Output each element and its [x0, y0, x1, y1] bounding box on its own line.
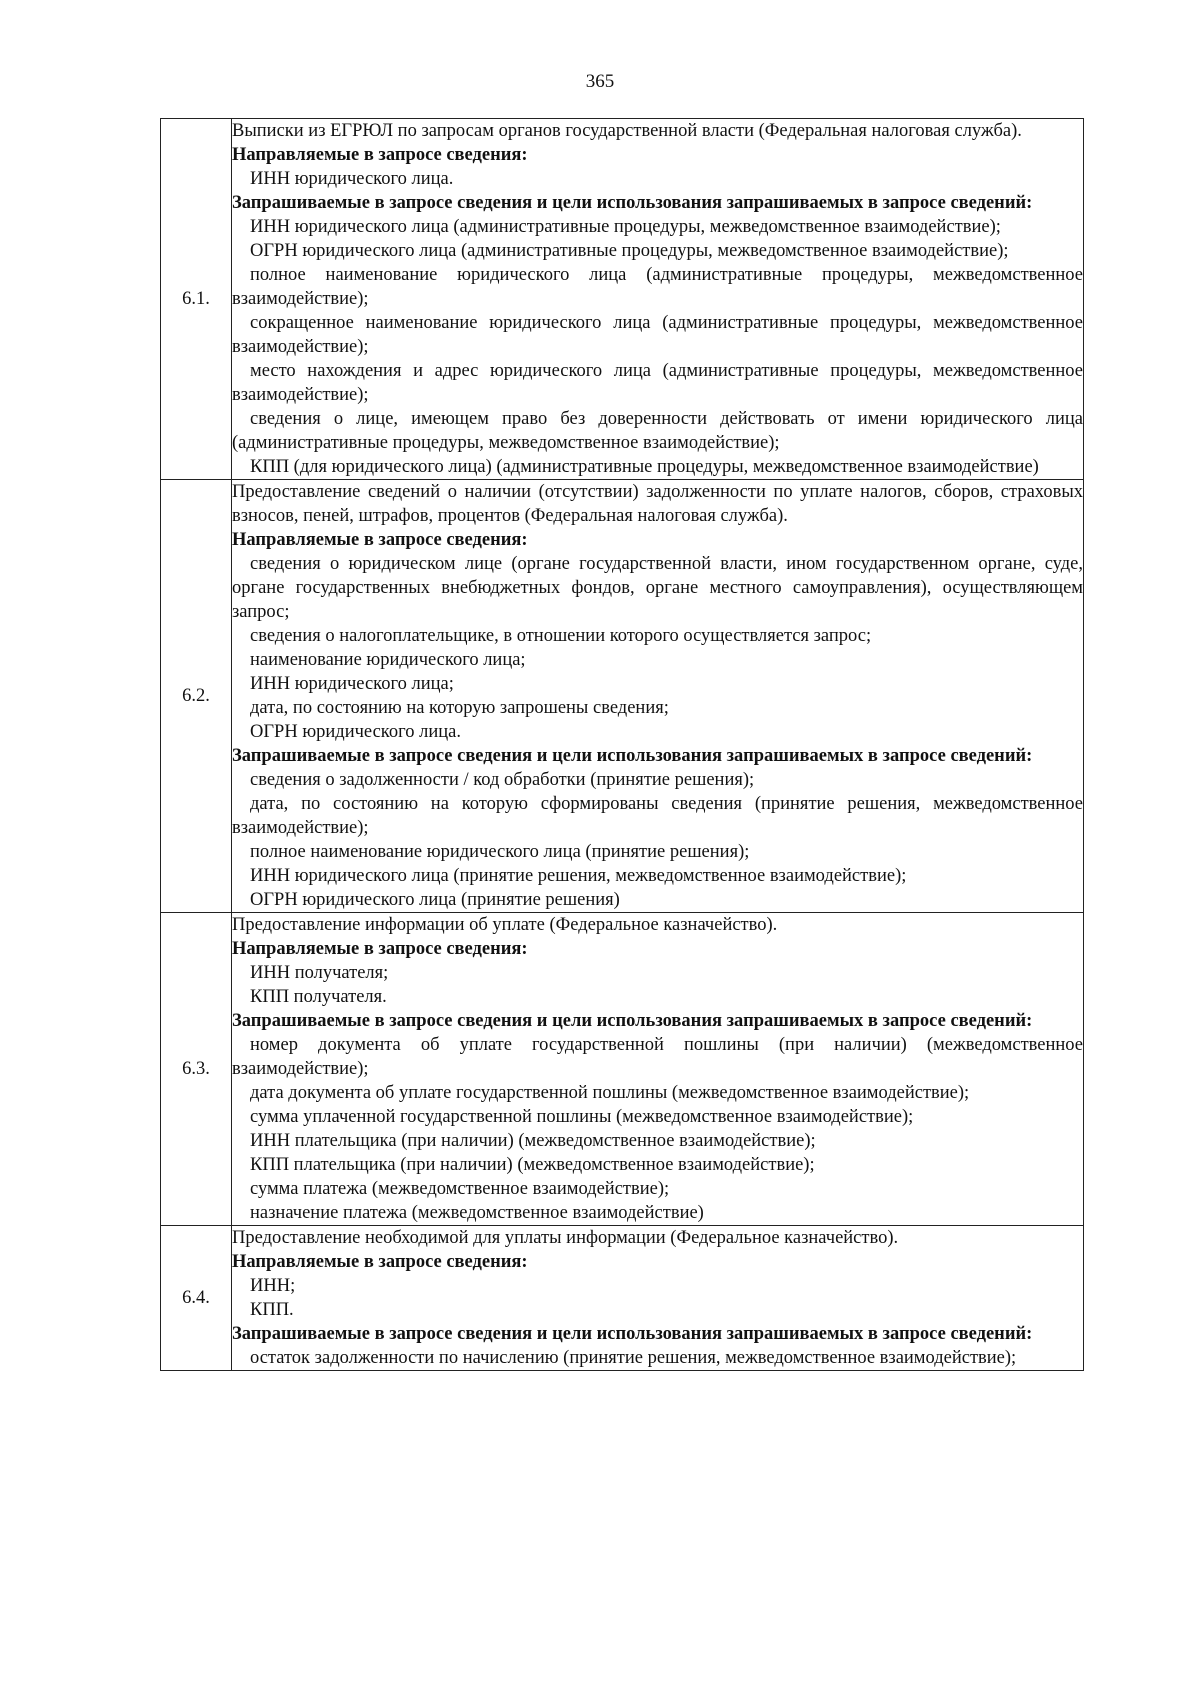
content-line: Предоставление информации об уплате (Федеральное казначейство).: [232, 915, 778, 935]
table-row: [161, 1226, 1084, 1371]
content-line: ИНН получателя;: [250, 963, 389, 983]
content-line: КПП (для юридического лица) (административные процедуры, межведомственное взаимодействие): [250, 457, 1039, 477]
row-number: 6.3.: [182, 1058, 210, 1079]
table-row: [161, 480, 1084, 913]
content-line: сумма платежа (межведомственное взаимодействие);: [250, 1179, 670, 1199]
row-number: 6.2.: [182, 685, 210, 706]
content-line: ИНН юридического лица.: [250, 169, 454, 189]
content-line: дата, по состоянию на которую сформированы сведения (принятие решения, межведомственное взаимодействие);: [232, 794, 1083, 838]
content-line: ИНН юридического лица;: [250, 674, 454, 694]
content-line: дата, по состоянию на которую запрошены сведения;: [250, 698, 669, 718]
table-row: [161, 913, 1084, 1226]
row-content-cell: [232, 480, 1084, 913]
row-number-cell: [161, 480, 232, 913]
row-number-cell: [161, 119, 232, 480]
section-heading: Запрашиваемые в запросе сведения и цели использования запрашиваемых в запросе сведений:: [232, 1324, 1033, 1344]
content-line: место нахождения и адрес юридического лица (административные процедуры, межведомственное взаимодействие);: [232, 361, 1083, 405]
table-row: [161, 119, 1084, 480]
content-line: ИНН плательщика (при наличии) (межведомственное взаимодействие);: [250, 1131, 816, 1151]
row-content-cell: [232, 119, 1084, 480]
content-line: ИНН юридического лица (принятие решения, межведомственное взаимодействие);: [250, 866, 907, 886]
content-line: сведения о лице, имеющем право без доверенности действовать от имени юридического лица (административные процедуры, межведомственное взаимодействие);: [232, 409, 1083, 453]
content-line: КПП.: [250, 1300, 294, 1320]
row-number: 6.4.: [182, 1287, 210, 1308]
row-number-cell: [161, 1226, 232, 1371]
section-heading: Запрашиваемые в запросе сведения и цели использования запрашиваемых в запросе сведений:: [232, 193, 1033, 213]
content-line: сумма уплаченной государственной пошлины (межведомственное взаимодействие);: [250, 1107, 914, 1127]
section-heading: Запрашиваемые в запросе сведения и цели использования запрашиваемых в запросе сведений:: [232, 746, 1033, 766]
content-line: ОГРН юридического лица.: [250, 722, 461, 742]
content-line: КПП получателя.: [250, 987, 387, 1007]
content-line: полное наименование юридического лица (административные процедуры, межведомственное взаимодействие);: [232, 265, 1083, 309]
document-table: [160, 118, 1084, 1371]
content-line: ИНН;: [250, 1276, 296, 1296]
content-line: КПП плательщика (при наличии) (межведомственное взаимодействие);: [250, 1155, 815, 1175]
content-line: Предоставление необходимой для уплаты информации (Федеральное казначейство).: [232, 1228, 899, 1248]
content-line: номер документа об уплате государственной пошлины (при наличии) (межведомственное взаимодействие);: [232, 1035, 1083, 1079]
content-line: ОГРН юридического лица (принятие решения): [250, 890, 620, 910]
page-number: 365: [585, 71, 615, 92]
row-content-cell: [232, 1226, 1084, 1371]
content-line: наименование юридического лица;: [250, 650, 526, 670]
row-content-cell: [232, 913, 1084, 1226]
section-heading: Направляемые в запросе сведения:: [232, 1252, 528, 1272]
content-line: дата документа об уплате государственной пошлины (межведомственное взаимодействие);: [250, 1083, 970, 1103]
content-line: остаток задолженности по начислению (принятие решения, межведомственное взаимодействие);: [250, 1348, 1017, 1368]
content-line: ИНН юридического лица (административные процедуры, межведомственное взаимодействие);: [250, 217, 1001, 237]
content-line: Предоставление сведений о наличии (отсутствии) задолженности по уплате налогов, сборов, страховых взносов, пеней, штрафов, процентов (Федеральная налоговая служба).: [232, 482, 1083, 526]
content-line: сведения о налогоплательщике, в отношении которого осуществляется запрос;: [250, 626, 872, 646]
content-line: ОГРН юридического лица (административные процедуры, межведомственное взаимодействие);: [250, 241, 1009, 261]
content-line: сведения о юридическом лице (органе государственной власти, ином государственном органе, суде, органе государственных внебюджетных фондов, органе местного самоуправления), осуществляющем запрос;: [232, 554, 1083, 622]
section-heading: Направляемые в запросе сведения:: [232, 939, 528, 959]
content-line: сведения о задолженности / код обработки (принятие решения);: [250, 770, 755, 790]
table-body: [161, 119, 1084, 1371]
content-line: Выписки из ЕГРЮЛ по запросам органов государственной власти (Федеральная налоговая служба).: [232, 121, 1022, 141]
content-line: сокращенное наименование юридического лица (административные процедуры, межведомственное взаимодействие);: [232, 313, 1083, 357]
section-heading: Направляемые в запросе сведения:: [232, 530, 528, 550]
row-number-cell: [161, 913, 232, 1226]
content-line: полное наименование юридического лица (принятие решения);: [250, 842, 750, 862]
row-number: 6.1.: [182, 288, 210, 309]
section-heading: Запрашиваемые в запросе сведения и цели использования запрашиваемых в запросе сведений:: [232, 1011, 1033, 1031]
section-heading: Направляемые в запросе сведения:: [232, 145, 528, 165]
content-line: назначение платежа (межведомственное взаимодействие): [250, 1203, 704, 1223]
